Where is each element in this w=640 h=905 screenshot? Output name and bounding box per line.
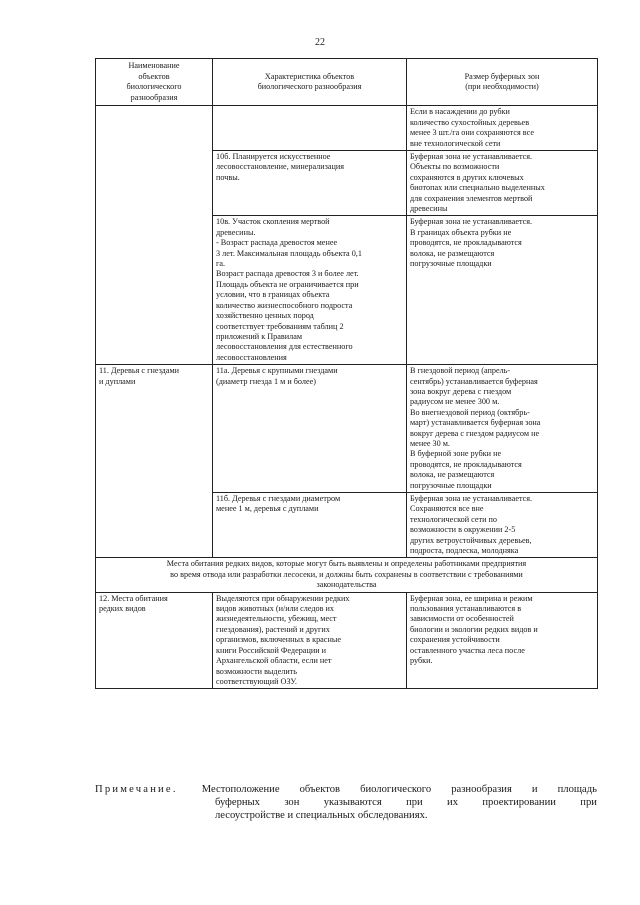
text-line: лесовосстановление, минерализация xyxy=(216,162,345,172)
text-line: разнообразия xyxy=(130,92,178,102)
text-line: март) устанавливается буферная зона xyxy=(410,418,541,428)
header-object-name xyxy=(96,59,213,106)
text-line: Площадь объекта не ограничивается при xyxy=(216,279,359,289)
text-line: радиусом не менее 300 м. xyxy=(410,397,500,407)
table-row xyxy=(96,365,598,493)
text-line: количество сухостойных деревьев xyxy=(410,117,530,127)
text-line: В буферной зоне рубки не xyxy=(410,449,502,459)
text-line: Возраст распада древостоя 3 и более лет. xyxy=(216,269,359,279)
footnote-line-1 xyxy=(95,783,597,796)
text-line: видов животных (и/или следов их xyxy=(216,604,335,614)
text-line: Буферная зона не устанавливается. xyxy=(410,494,533,503)
table-cell xyxy=(213,106,407,151)
table-row xyxy=(96,592,598,689)
text-line: книги Российской Федерации и xyxy=(216,645,327,655)
footnote-word: объектов xyxy=(299,784,341,795)
text-line: 10б. Планируется искусственное xyxy=(216,152,331,161)
text-line: менее 3 шт./га они сохраняются все xyxy=(410,128,534,138)
table-cell xyxy=(96,106,213,365)
text-line: проводятся, не прокладываются xyxy=(410,459,522,469)
text-line: сохраняются в других ключевых xyxy=(410,172,524,182)
text-line: Архангельской области, если нет xyxy=(216,656,332,666)
table-cell xyxy=(407,151,598,216)
text-line: волока, не размещаются xyxy=(410,470,495,480)
table-cell xyxy=(407,216,598,365)
biodiversity-table xyxy=(95,58,598,689)
text-line: редких видов xyxy=(99,604,146,614)
text-line: хозяйственно ценных пород xyxy=(216,311,314,321)
text-line: 3 лет. Максимальная площадь объекта 0,1 xyxy=(216,248,362,258)
text-line: 11. Деревья с гнездами xyxy=(99,366,180,376)
text-line: условии, что в границах объекта xyxy=(216,290,330,300)
text-line: волока, не размещаются xyxy=(410,248,495,258)
text-line: Выделяются при обнаружении редких xyxy=(216,593,350,603)
text-line: Буферная зона, ее ширина и режим xyxy=(410,593,533,603)
text-line: сентябрь) устанавливается буферная xyxy=(410,376,538,386)
text-line: соответствует требованиям таблиц 2 xyxy=(216,321,344,331)
text-line: Если в насаждении до рубки xyxy=(410,107,510,117)
header-characteristics xyxy=(213,59,407,106)
footnote-word: проектировании xyxy=(482,797,556,808)
footnote-word: указываются xyxy=(323,797,382,808)
text-line: га. xyxy=(216,259,226,269)
footnote-word: при xyxy=(406,797,423,808)
section-heading-cell xyxy=(96,558,598,592)
footnote-word: биологического xyxy=(360,784,432,795)
text-line: почвы. xyxy=(216,172,240,182)
text-line: Места обитания редких видов, которые могут быть выявлены и определены работниками предприятия xyxy=(166,559,527,569)
table-cell xyxy=(407,365,598,493)
text-line: 11а. Деревья с крупными гнездами xyxy=(216,366,338,376)
text-line: рубки. xyxy=(410,656,433,666)
footnote-label: Примечание. xyxy=(95,784,178,795)
text-line: погрузочные площадки xyxy=(410,480,492,490)
footnote xyxy=(95,783,597,822)
text-line: количество жизнеспособного подроста xyxy=(216,300,353,310)
text-line: технологической сети по xyxy=(410,514,498,524)
footnote-word: площадь xyxy=(557,784,597,795)
footnote-line-2 xyxy=(95,796,597,809)
text-line: биотопах или специально выделенных xyxy=(410,183,545,193)
text-line: вокруг дерева с гнездом радиусом не xyxy=(410,428,540,438)
footnote-word: зон xyxy=(284,797,300,808)
footnote-word: и xyxy=(531,784,538,795)
table-cell xyxy=(407,106,598,151)
text-line: Во внегнездовой период (октябрь- xyxy=(410,407,530,417)
table-cell xyxy=(213,493,407,558)
text-line: подроста, подлеска, молодняка xyxy=(410,546,519,556)
text-line: Сохраняются все вне xyxy=(410,504,484,514)
text-line: жизнедеятельности, убежищ, мест xyxy=(216,614,337,624)
text-line: В границах объекта рубки не xyxy=(410,227,512,237)
footnote-line-3: лесоустройстве и специальных обследованиях. xyxy=(215,810,428,821)
text-line: Характеристика объектов xyxy=(264,71,355,81)
text-line: зона вокруг дерева с гнездом xyxy=(410,386,512,396)
text-line: вне технологической сети xyxy=(410,138,501,148)
table-row xyxy=(96,106,598,151)
text-line: 12. Места обитания xyxy=(99,593,168,603)
page-number: 22 xyxy=(315,37,325,48)
footnote-word: при xyxy=(580,797,597,808)
text-line: и дуплами xyxy=(99,376,136,386)
text-line: погрузочные площадки xyxy=(410,259,492,269)
text-line: В гнездовой период (апрель- xyxy=(410,366,511,376)
text-line: (диаметр гнезда 1 м и более) xyxy=(216,376,316,386)
table-cell xyxy=(213,216,407,365)
table-cell xyxy=(96,365,213,558)
table-cell xyxy=(407,493,598,558)
text-line: объектов xyxy=(138,71,170,81)
text-line: лесовосстановления для естественного xyxy=(216,342,353,352)
text-line: возможности в окружении 2-5 xyxy=(410,525,516,535)
table-cell xyxy=(213,365,407,493)
text-line: менее 1 м, деревья с дуплами xyxy=(216,504,319,514)
text-line: во время отвода или разработки лесосеки, и должны быть сохранены в соответствии с требованиями xyxy=(170,569,523,579)
header-buffer-size xyxy=(407,59,598,106)
text-line: гнездования), растений и других xyxy=(216,624,330,634)
text-line: приложений к Правилам xyxy=(216,331,303,341)
text-line: других ветроустойчивых деревьев, xyxy=(410,535,532,545)
text-line: сохранения устойчивости xyxy=(410,635,500,645)
table-section-row xyxy=(96,558,598,592)
text-line: биологии и экологии редких видов и xyxy=(410,624,538,634)
text-line: соответствующий ОЗУ. xyxy=(216,676,297,686)
text-line: биологического xyxy=(126,82,182,92)
footnote-word: Местоположение xyxy=(201,784,280,795)
table-cell xyxy=(213,592,407,689)
text-line: 10в. Участок скопления мертвой xyxy=(216,217,330,227)
text-line: биологического разнообразия xyxy=(257,82,362,92)
text-line: Буферная зона не устанавливается. xyxy=(410,152,533,161)
text-line: Буферная зона не устанавливается. xyxy=(410,217,533,227)
text-line: проводятся, не прокладываются xyxy=(410,238,522,248)
text-line: 11б. Деревья с гнездами диаметром xyxy=(216,494,341,503)
footnote-word: их xyxy=(447,797,459,808)
text-line: лесовосстановления xyxy=(216,352,287,362)
text-line: древесины. xyxy=(216,227,256,237)
text-line: Наименование xyxy=(128,61,180,70)
text-line: для сохранения элементов мертвой xyxy=(410,193,533,203)
text-line: менее 30 м. xyxy=(410,438,450,448)
text-line: Размер буферных зон xyxy=(464,71,540,81)
table-header-row xyxy=(96,59,598,106)
table-cell xyxy=(96,592,213,689)
text-line: законодательства xyxy=(316,580,377,590)
text-line: - Возраст распада древостоя менее xyxy=(216,238,338,248)
table-cell xyxy=(213,151,407,216)
text-line: организмов, включенных в красные xyxy=(216,635,341,645)
text-line: зависимости от особенностей xyxy=(410,614,514,624)
text-line: (при необходимости) xyxy=(465,82,539,92)
footnote-word: буферных xyxy=(215,797,260,808)
table-cell xyxy=(407,592,598,689)
text-line: пользования устанавливаются в xyxy=(410,604,522,614)
text-line: возможности выделить xyxy=(216,666,298,676)
text-line: оставленного участка леса после xyxy=(410,645,525,655)
footnote-word: разнообразия xyxy=(451,784,512,795)
text-line: древесины xyxy=(410,204,448,214)
text-line: Объекты по возможности xyxy=(410,162,500,172)
